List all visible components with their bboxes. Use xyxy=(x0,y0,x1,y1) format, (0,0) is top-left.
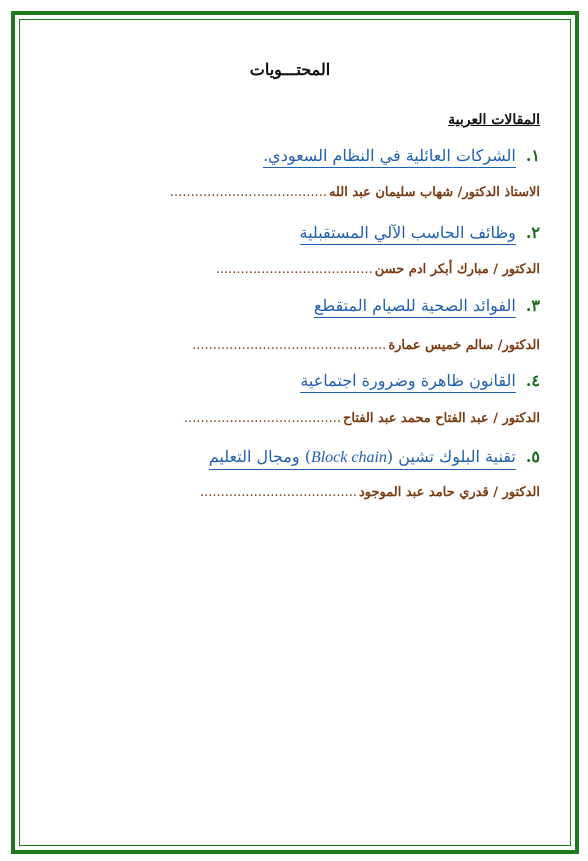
entry-author-line xyxy=(40,411,540,426)
entry-author-line xyxy=(40,485,540,500)
entry-author: الدكتور / قدري حامد عبد الموجود xyxy=(358,485,540,500)
toc-entry-2[interactable] xyxy=(300,223,541,245)
entry-title-part-2: ) ومجال التعليم xyxy=(208,447,311,466)
entry-dots: ...................................... xyxy=(215,262,373,277)
entry-title[interactable]: الفوائد الصحية للصيام المتقطع xyxy=(314,296,516,318)
entry-title[interactable]: وظائف الحاسب الآلي المستقبلية xyxy=(300,223,516,245)
entry-title-latin: Block chain xyxy=(310,449,387,466)
toc-entry-1[interactable] xyxy=(263,146,540,168)
entry-number: ١. xyxy=(525,146,540,165)
entry-number: ٥. xyxy=(525,447,540,466)
section-heading: المقالات العربية xyxy=(448,112,540,128)
entry-dots: ............................................... xyxy=(192,338,387,353)
entry-title[interactable]: القانون ظاهرة وضرورة اجتماعية xyxy=(300,371,516,393)
toc-entry-4[interactable] xyxy=(300,371,540,393)
entry-dots: ...................................... xyxy=(169,185,327,200)
toc-entry-5[interactable] xyxy=(209,447,540,470)
entry-dots: ...................................... xyxy=(199,485,357,500)
entry-title[interactable] xyxy=(209,447,516,470)
toc-title: المحتـــويات xyxy=(249,60,331,79)
entry-author: الدكتور/ سالم خميس عمارة xyxy=(388,338,540,353)
entry-number: ٤. xyxy=(525,371,540,390)
entry-author-line xyxy=(40,262,540,277)
entry-author: الاستاذ الدكتور/ شهاب سليمان عبد الله xyxy=(328,185,540,200)
entry-author-line xyxy=(40,185,540,200)
entry-number: ٢. xyxy=(525,223,540,242)
entry-title[interactable]: الشركات العائلية في النظام السعودي. xyxy=(263,146,516,168)
entry-dots: ...................................... xyxy=(184,411,342,426)
toc-page xyxy=(40,0,540,861)
entry-author: الدكتور / عبد الفتاح محمد عبد الفتاح xyxy=(343,411,540,426)
toc-entry-3[interactable] xyxy=(314,296,540,318)
entry-author: الدكتور / مبارك أبكر ادم حسن xyxy=(374,262,540,277)
entry-author-line xyxy=(40,338,540,353)
entry-title-part-1: تقنية البلوك تشين ( xyxy=(386,447,516,466)
entry-number: ٣. xyxy=(525,296,540,315)
